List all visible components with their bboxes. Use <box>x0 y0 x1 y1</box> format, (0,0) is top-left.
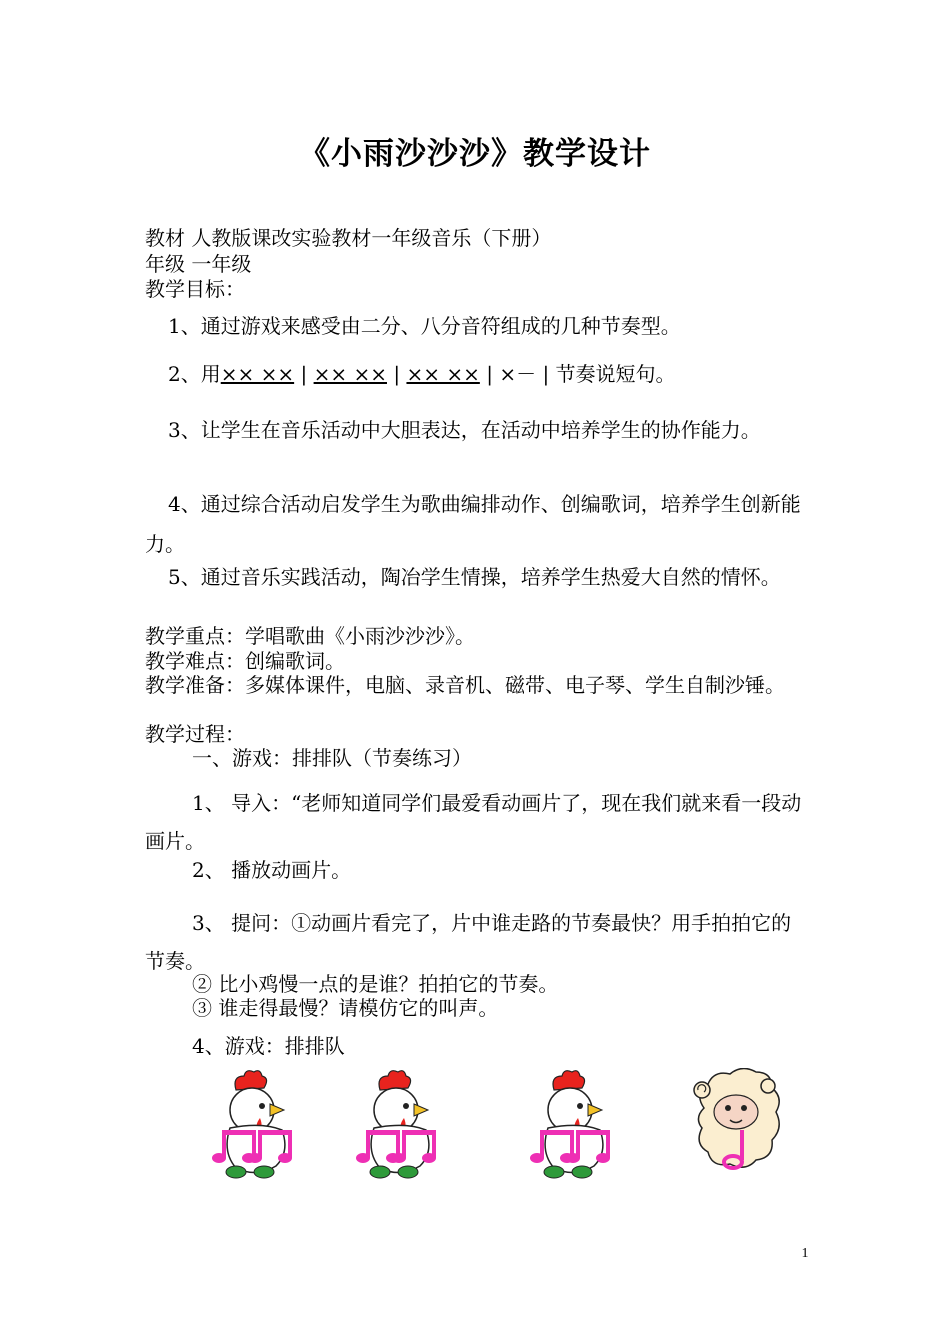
step-3: 3、 提问：①动画片看完了，片中谁走路的节奏最快？用手拍拍它的节奏。 <box>145 911 792 973</box>
goals-heading: 教学目标： <box>145 277 245 301</box>
difficulty: 教学难点：创编歌词。 <box>145 649 345 673</box>
bar-line: | <box>393 362 401 386</box>
goal-4: 4、通过综合活动启发学生为歌曲编排动作、创编歌词，培养学生创新能力。 <box>145 492 801 556</box>
chicken-eighth-notes-image <box>208 1068 304 1184</box>
process-heading: 教学过程： <box>145 722 245 746</box>
bar-line: | <box>486 362 493 386</box>
preparation: 教学准备：多媒体课件，电脑、录音机、磁带、电子琴、学生自制沙锤。 <box>145 673 785 697</box>
key-point: 教学重点：学唱歌曲《小雨沙沙沙》。 <box>145 624 475 648</box>
page-number: 1 <box>801 1246 809 1261</box>
bar-line: | <box>300 362 308 386</box>
question-2: ② 比小鸡慢一点的是谁？拍拍它的节奏。 <box>192 972 559 996</box>
chicken-eighth-notes-image <box>526 1068 622 1184</box>
goal-5: 5、通过音乐实践活动，陶冶学生情操，培养学生热爱大自然的情怀。 <box>168 565 781 589</box>
step-4: 4、游戏：排排队 <box>192 1034 345 1058</box>
sheep-half-note-image <box>686 1068 782 1184</box>
section-1: 一、游戏：排排队（节奏练习） <box>192 746 472 770</box>
grade-line: 年级 一年级 <box>145 252 252 276</box>
step-2: 2、 播放动画片。 <box>192 858 352 882</box>
step-1: 1、 导入：“老师知道同学们最爱看动画片了，现在我们就来看一段动画片。 <box>145 791 802 853</box>
material-line: 教材 人教版课改实验教材一年级音乐（下册） <box>145 226 552 250</box>
rhythm-3: ×× ×× <box>406 362 480 386</box>
goal-1: 1、通过游戏来感受由二分、八分音符组成的几种节奏型。 <box>168 314 681 338</box>
goal-2 <box>168 362 833 386</box>
rhythm-1: ×× ×× <box>220 362 295 386</box>
goal-2-suffix: 节奏说短句。 <box>549 362 676 386</box>
bar-line: | <box>542 362 550 386</box>
goal-3: 3、让学生在音乐活动中大胆表达，在活动中培养学生的协作能力。 <box>168 418 761 442</box>
goal-2-prefix: 2、用 <box>168 362 221 386</box>
chicken-eighth-notes-image <box>352 1068 448 1184</box>
rhythm-4: ×－ <box>499 362 537 386</box>
rhythm-2: ×× ×× <box>313 362 387 386</box>
rhythm-pictures <box>0 1068 950 1188</box>
question-3: ③ 谁走得最慢？请模仿它的叫声。 <box>192 996 499 1020</box>
page-title: 《小雨沙沙沙》教学设计 <box>299 136 651 172</box>
